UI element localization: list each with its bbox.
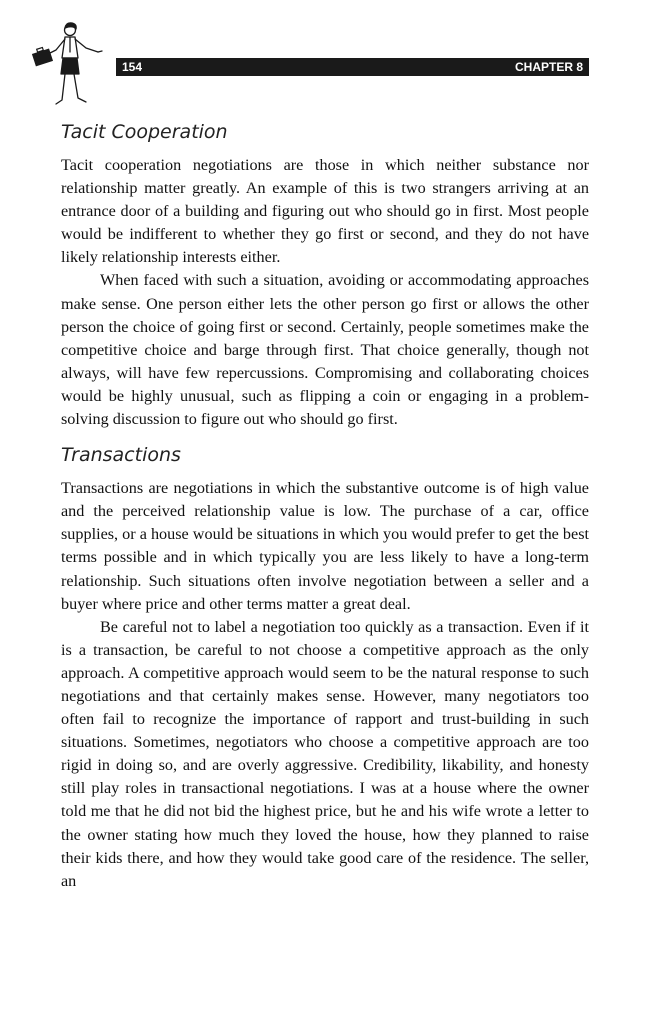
body-paragraph: When faced with such a situation, avoiding or accommodating approaches make sense. One person either lets the other person go first or allows the other person the choice of going first or second. Certainly, people sometimes make the competitive choice and barge through first. That choice generally, though not always, will have few repercussions. Compromising and collaborating choices would be highly unusual, such as flipping a coin or engaging in a problem-solving discussion to figure out who should go first. — [61, 271, 589, 429]
chapter-label: CHAPTER 8 — [514, 60, 583, 74]
body-paragraph: Transactions are negotiations in which the substantive outcome is of high value and the perceived relationship value is low. The purchase of a car, office supplies, or a house would be situations in which you would prefer to get the best terms possible and in which typically you are less likely to have a long-term relationship. Such situations often involve negotiation between a seller and a buyer where price and other terms matter a great deal. — [61, 479, 589, 613]
running-header — [116, 58, 589, 76]
page-body — [61, 118, 589, 893]
section-heading: Transactions — [61, 444, 181, 467]
businesswoman-icon — [28, 18, 112, 110]
page-number: 154 — [122, 60, 143, 74]
section-heading: Tacit Cooperation — [61, 121, 228, 143]
body-paragraph: Be careful not to label a negotiation too quickly as a transaction. Even if it is a transaction, be careful to not choose a competitive approach as the only approach. A competitive approach would seem to be the natural response to such negotiations and that certainly makes sense. However, many negotiators too often fail to recognize the importance of rapport and trust-building in such situations. Sometimes, negotiators who choose a competitive approach are too rigid in doing so, and are overly aggressive. Credibility, likability, and honesty still play roles in transactional negotiations. I was at a house where the owner told me that he did not bid the highest price, but he and his wife wrote a letter to the owner stating how much they loved the house, how they planned to raise their kids there, and how they would take good care of the residence. The seller, an — [61, 617, 589, 890]
body-paragraph: Tacit cooperation negotiations are those in which neither substance nor relationship matter greatly. An example of this is two strangers arriving at an entrance door of a building and figuring out who should go in first. Most people would be indifferent to whether they go first or second, and they do not have likely relationship interests either. — [61, 156, 589, 267]
